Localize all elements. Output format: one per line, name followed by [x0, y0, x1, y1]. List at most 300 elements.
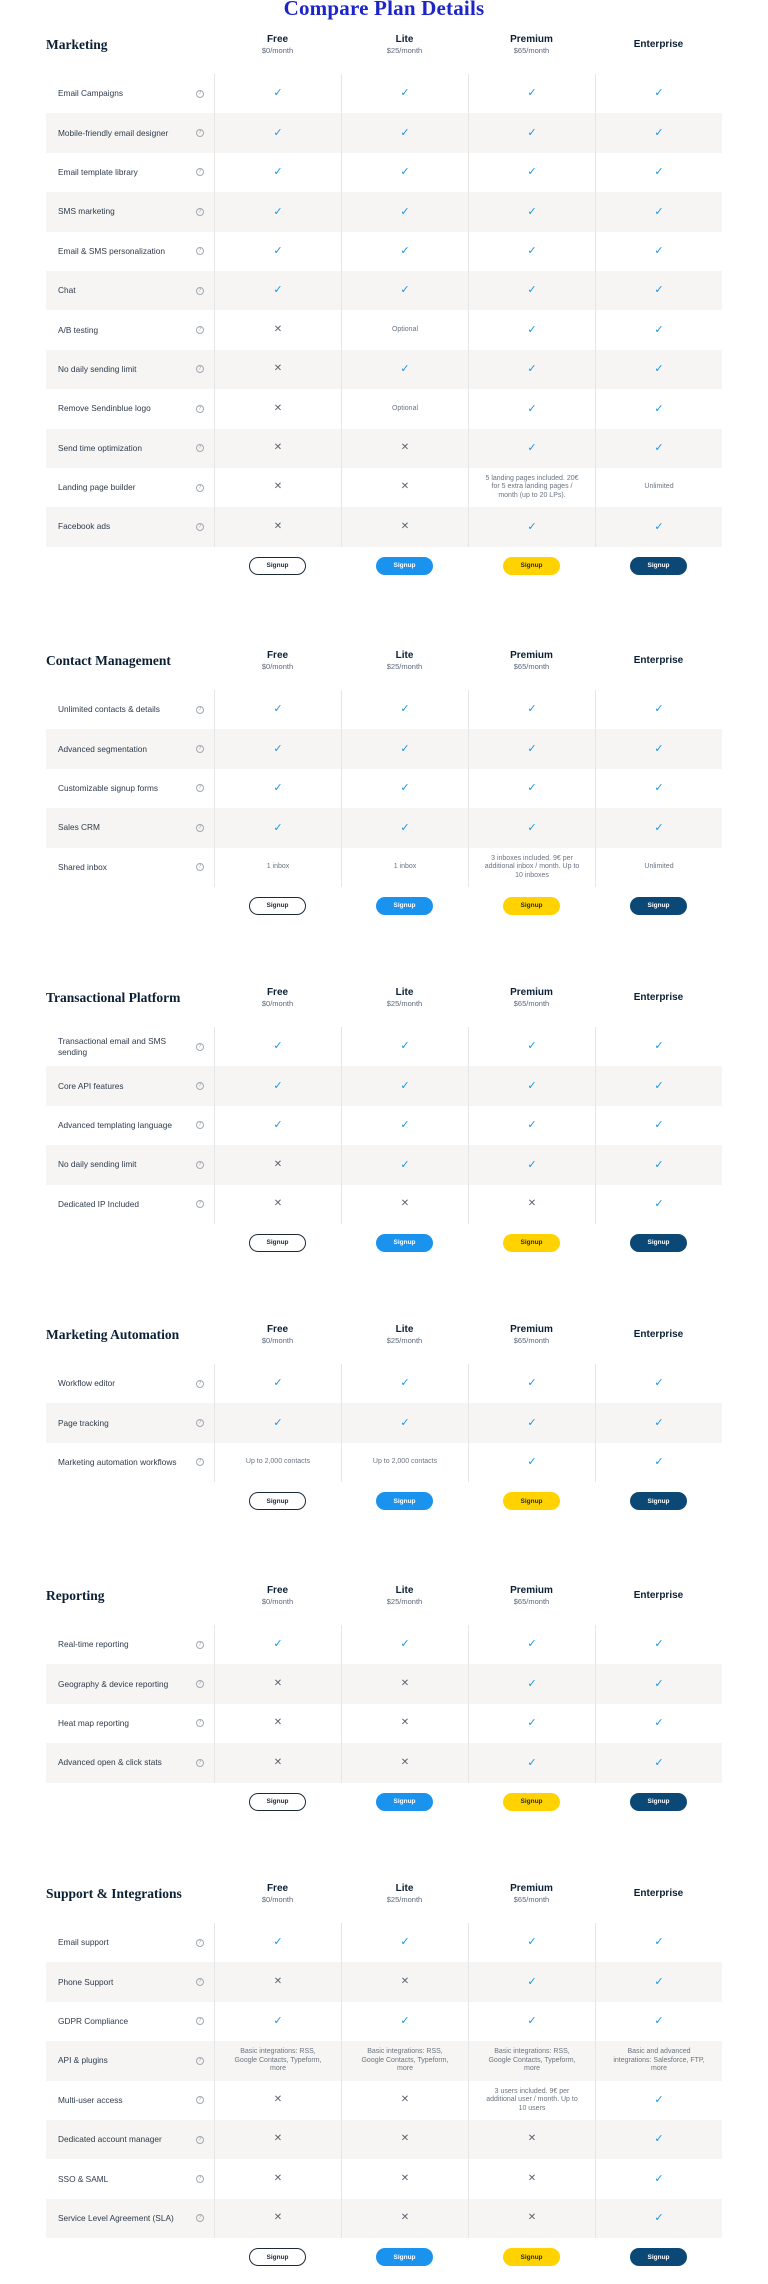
section-reporting [46, 1573, 722, 1821]
cell-enterprise [595, 468, 722, 507]
cell-lite [341, 507, 468, 546]
cell-premium [468, 1443, 595, 1482]
cell-premium [468, 1403, 595, 1442]
plan-price: $0/month [261, 1597, 294, 1606]
cell-free [214, 1066, 341, 1105]
feature-label: Phone Support [58, 1976, 114, 1987]
cell-enterprise [595, 350, 722, 389]
table-row [46, 232, 722, 271]
cell-lite [341, 74, 468, 113]
signup-button-lite[interactable]: Signup [376, 1234, 433, 1252]
signup-col [595, 557, 722, 575]
cell-lite [341, 2002, 468, 2041]
check-icon: ✓ [527, 741, 537, 755]
feature-label: Chat [58, 285, 76, 296]
check-icon: ✓ [273, 1637, 283, 1651]
cell-enterprise [595, 2159, 722, 2198]
cell-premium [468, 2081, 595, 2120]
cell-premium [468, 729, 595, 768]
cell-free [214, 1923, 341, 1962]
signup-button-free[interactable]: Signup [249, 1234, 306, 1252]
check-icon: ✓ [527, 1676, 537, 1690]
table-row [46, 1403, 722, 1442]
plan-name: Free [266, 1324, 289, 1335]
feature-label: Marketing automation workflows [58, 1456, 177, 1467]
cell-lite [341, 468, 468, 507]
check-icon: ✓ [527, 362, 537, 376]
info-icon[interactable]: ? [196, 1641, 204, 1649]
table-row [46, 848, 722, 887]
feature-name [46, 2120, 214, 2159]
table-row [46, 2120, 722, 2159]
cell-premium [468, 389, 595, 428]
feature-name [46, 350, 214, 389]
check-icon: ✓ [654, 1676, 664, 1690]
info-icon[interactable]: ? [196, 1939, 204, 1947]
signup-button-premium[interactable]: Signup [503, 897, 560, 915]
plan-name: Premium [510, 1585, 553, 1596]
cell-text: Optional [391, 325, 419, 333]
section-title: Support & Integrations [46, 1886, 182, 1901]
check-icon: ✓ [400, 1376, 410, 1390]
plan-header-lite [341, 1585, 468, 1607]
cross-icon: ✕ [400, 2133, 410, 2145]
info-icon[interactable]: ? [196, 90, 204, 98]
info-icon[interactable]: ? [196, 1121, 204, 1129]
signup-button-free[interactable]: Signup [249, 2248, 306, 2266]
plan-header-free [214, 1585, 341, 1607]
signup-button-lite[interactable]: Signup [376, 1492, 433, 1510]
check-icon: ✓ [273, 283, 283, 297]
info-icon[interactable]: ? [196, 2175, 204, 2183]
signup-button-premium[interactable]: Signup [503, 2248, 560, 2266]
section-title: Reporting [46, 1588, 105, 1603]
feature-label: Transactional email and SMS sending [58, 1035, 167, 1057]
feature-label: Advanced segmentation [58, 743, 148, 754]
feature-label: Email support [58, 1937, 109, 1948]
info-icon[interactable]: ? [196, 863, 204, 871]
feature-name [46, 2199, 214, 2238]
check-icon: ✓ [654, 125, 664, 139]
plan-header-lite [341, 650, 468, 672]
signup-button-free[interactable]: Signup [249, 1793, 306, 1811]
cell-enterprise [595, 2199, 722, 2238]
signup-button-lite[interactable]: Signup [376, 2248, 433, 2266]
feature-label: Service Level Agreement (SLA) [58, 2212, 174, 2223]
feature-label: Shared inbox [58, 861, 107, 872]
feature-label: GDPR Compliance [58, 2015, 129, 2026]
check-icon: ✓ [400, 741, 410, 755]
signup-col [468, 897, 595, 915]
info-icon[interactable]: ? [196, 287, 204, 295]
cell-enterprise [595, 1923, 722, 1962]
cell-free [214, 729, 341, 768]
cell-enterprise [595, 769, 722, 808]
check-icon: ✓ [527, 519, 537, 533]
feature-name [46, 192, 214, 231]
info-icon[interactable]: ? [196, 2136, 204, 2144]
check-icon: ✓ [654, 1376, 664, 1390]
cell-lite [341, 1923, 468, 1962]
info-icon[interactable]: ? [196, 1719, 204, 1727]
cross-icon: ✕ [400, 441, 410, 453]
cell-premium [468, 507, 595, 546]
feature-rows [46, 1923, 722, 2238]
cell-text: 5 landing pages included. 20€ for 5 extra landing pages / month (up to 20 LPs). [485, 474, 579, 499]
feature-label: SMS marketing [58, 206, 115, 217]
feature-label: Email & SMS personalization [58, 245, 165, 256]
cell-free [214, 1443, 341, 1482]
cell-premium [468, 1625, 595, 1664]
check-icon: ✓ [273, 1039, 283, 1053]
table-row [46, 690, 722, 729]
section-header [46, 975, 722, 1021]
table-row [46, 271, 722, 310]
signup-buttons [46, 2238, 722, 2276]
check-icon: ✓ [654, 1716, 664, 1730]
table-row [46, 429, 722, 468]
check-icon: ✓ [527, 1935, 537, 1949]
feature-name [46, 1743, 214, 1782]
check-icon: ✓ [273, 1415, 283, 1429]
feature-name [46, 1962, 214, 2001]
info-icon[interactable]: ? [196, 326, 204, 334]
cell-premium [468, 271, 595, 310]
plan-header-premium [468, 1324, 595, 1346]
check-icon: ✓ [400, 781, 410, 795]
feature-rows [46, 74, 722, 547]
table-row [46, 389, 722, 428]
cell-enterprise [595, 2120, 722, 2159]
info-icon[interactable]: ? [196, 1200, 204, 1208]
cell-enterprise [595, 1364, 722, 1403]
cell-lite [341, 113, 468, 152]
cell-text: 3 users included. 9€ per additional user / month. Up to 10 users [486, 2087, 578, 2112]
signup-col [595, 1492, 722, 1510]
info-icon[interactable]: ? [196, 405, 204, 413]
cross-icon: ✕ [273, 520, 283, 532]
table-row [46, 1625, 722, 1664]
signup-button-premium[interactable]: Signup [503, 1234, 560, 1252]
cell-enterprise [595, 192, 722, 231]
cell-enterprise [595, 1625, 722, 1664]
cell-premium [468, 1106, 595, 1145]
cell-enterprise [595, 1145, 722, 1184]
cell-text: Unlimited [644, 863, 674, 870]
table-row [46, 1962, 722, 2001]
table-row [46, 1443, 722, 1482]
cell-lite [341, 1625, 468, 1664]
signup-button-premium[interactable]: Signup [503, 557, 560, 575]
table-row [46, 507, 722, 546]
cell-lite [341, 350, 468, 389]
cross-icon: ✕ [273, 363, 283, 375]
table-row [46, 2081, 722, 2120]
signup-button-premium[interactable]: Signup [503, 1793, 560, 1811]
check-icon: ✓ [400, 165, 410, 179]
cell-lite [341, 310, 468, 349]
plan-header-enterprise [595, 1329, 722, 1341]
signup-col [214, 1492, 341, 1510]
check-icon: ✓ [654, 781, 664, 795]
feature-rows [46, 1027, 722, 1224]
plan-name: Enterprise [633, 992, 684, 1003]
check-icon: ✓ [400, 702, 410, 716]
signup-col [595, 1234, 722, 1252]
info-icon[interactable]: ? [196, 745, 204, 753]
feature-name [46, 1664, 214, 1703]
section-title: Contact Management [46, 653, 171, 668]
check-icon: ✓ [527, 820, 537, 834]
cell-free [214, 1185, 341, 1224]
check-icon: ✓ [400, 125, 410, 139]
feature-label: Email template library [58, 166, 138, 177]
cell-lite [341, 1403, 468, 1442]
signup-col [214, 557, 341, 575]
table-row [46, 153, 722, 192]
table-row [46, 113, 722, 152]
table-row [46, 1743, 722, 1782]
cell-free [214, 192, 341, 231]
signup-col [595, 1793, 722, 1811]
table-row [46, 1185, 722, 1224]
cell-lite [341, 1664, 468, 1703]
cell-free [214, 1664, 341, 1703]
check-icon: ✓ [527, 1157, 537, 1171]
cell-free [214, 429, 341, 468]
cell-premium [468, 1027, 595, 1066]
info-icon[interactable]: ? [196, 168, 204, 176]
cell-text: Up to 2,000 contacts [372, 1458, 438, 1466]
signup-col [468, 1492, 595, 1510]
cell-free [214, 1027, 341, 1066]
info-icon[interactable]: ? [196, 2214, 204, 2222]
signup-button-free[interactable]: Signup [249, 1492, 306, 1510]
feature-name [46, 1066, 214, 1105]
info-icon[interactable]: ? [196, 247, 204, 255]
info-icon[interactable]: ? [196, 1161, 204, 1169]
feature-rows [46, 690, 722, 887]
info-icon[interactable]: ? [196, 824, 204, 832]
info-icon[interactable]: ? [196, 365, 204, 373]
cell-lite [341, 1364, 468, 1403]
plan-name: Free [266, 987, 289, 998]
cell-lite [341, 192, 468, 231]
cell-lite [341, 1962, 468, 2001]
check-icon: ✓ [654, 1118, 664, 1132]
check-icon: ✓ [654, 1415, 664, 1429]
info-icon[interactable]: ? [196, 129, 204, 137]
signup-col [214, 1793, 341, 1811]
signup-button-enterprise[interactable]: Signup [630, 1234, 687, 1252]
cell-premium [468, 153, 595, 192]
feature-label: Mobile-friendly email designer [58, 127, 169, 138]
check-icon: ✓ [273, 2014, 283, 2028]
feature-label: Workflow editor [58, 1378, 116, 1389]
plan-header-premium [468, 987, 595, 1009]
check-icon: ✓ [527, 1118, 537, 1132]
cell-enterprise [595, 1443, 722, 1482]
cell-text: Basic integrations: RSS, Google Contacts, Typeform, more [488, 2048, 576, 2073]
info-icon[interactable]: ? [196, 484, 204, 492]
feature-name [46, 2081, 214, 2120]
signup-col [468, 2248, 595, 2266]
plan-name: Free [266, 650, 289, 661]
plan-price: $25/month [386, 1895, 423, 1904]
check-icon: ✓ [527, 244, 537, 257]
info-icon[interactable]: ? [196, 2096, 204, 2104]
feature-label: Dedicated IP Included [58, 1198, 140, 1209]
feature-name [46, 808, 214, 847]
feature-name [46, 429, 214, 468]
table-row [46, 350, 722, 389]
info-icon[interactable]: ? [196, 706, 204, 714]
signup-col [341, 1793, 468, 1811]
plan-name: Enterprise [633, 655, 684, 666]
info-icon[interactable]: ? [196, 1419, 204, 1427]
check-icon: ✓ [527, 125, 537, 139]
feature-name [46, 310, 214, 349]
section-title: Marketing [46, 37, 108, 52]
feature-label: Unlimited contacts & details [58, 704, 160, 715]
cell-lite [341, 1145, 468, 1184]
signup-button-lite[interactable]: Signup [376, 897, 433, 915]
plan-name: Premium [510, 1324, 553, 1335]
cross-icon: ✕ [400, 2212, 410, 2224]
feature-name [46, 1443, 214, 1482]
info-icon[interactable]: ? [196, 1759, 204, 1767]
cell-enterprise [595, 429, 722, 468]
info-icon[interactable]: ? [196, 1680, 204, 1688]
signup-button-enterprise[interactable]: Signup [630, 1793, 687, 1811]
cross-icon: ✕ [273, 1756, 283, 1768]
feature-label: Advanced open & click stats [58, 1757, 162, 1768]
section-header [46, 1871, 722, 1917]
info-icon[interactable]: ? [196, 1082, 204, 1090]
table-row [46, 1664, 722, 1703]
check-icon: ✓ [400, 86, 410, 100]
plan-header-premium [468, 1883, 595, 1905]
check-icon: ✓ [527, 322, 537, 336]
section-contact-management [46, 638, 722, 925]
info-icon[interactable]: ? [196, 1380, 204, 1388]
check-icon: ✓ [654, 2132, 664, 2146]
check-icon: ✓ [273, 125, 283, 139]
info-icon[interactable]: ? [196, 784, 204, 792]
check-icon: ✓ [527, 1455, 537, 1469]
signup-button-free[interactable]: Signup [249, 897, 306, 915]
cell-free [214, 113, 341, 152]
plan-price: $0/month [261, 1336, 294, 1345]
info-icon[interactable]: ? [196, 444, 204, 452]
cell-premium [468, 2199, 595, 2238]
plan-header-lite [341, 1883, 468, 1905]
signup-col [214, 897, 341, 915]
cross-icon: ✕ [400, 1677, 410, 1689]
cell-text: Optional [391, 404, 419, 412]
cell-premium [468, 429, 595, 468]
check-icon: ✓ [400, 1415, 410, 1429]
plan-header-enterprise [595, 1888, 722, 1900]
cell-enterprise [595, 389, 722, 428]
plan-price: $25/month [386, 46, 423, 55]
signup-col [468, 1234, 595, 1252]
info-icon[interactable]: ? [196, 2057, 204, 2065]
cell-free [214, 2041, 341, 2080]
cell-lite [341, 2041, 468, 2080]
section-header [46, 638, 722, 684]
check-icon: ✓ [654, 165, 664, 179]
cell-premium [468, 1664, 595, 1703]
signup-button-premium[interactable]: Signup [503, 1492, 560, 1510]
cross-icon: ✕ [273, 481, 283, 493]
signup-button-lite[interactable]: Signup [376, 557, 433, 575]
info-icon[interactable]: ? [196, 2017, 204, 2025]
signup-button-enterprise[interactable]: Signup [630, 897, 687, 915]
check-icon: ✓ [273, 244, 283, 257]
cross-icon: ✕ [527, 2133, 537, 2145]
cell-enterprise [595, 1962, 722, 2001]
cell-free [214, 808, 341, 847]
info-icon[interactable]: ? [196, 208, 204, 216]
check-icon: ✓ [527, 440, 537, 454]
cell-text: Basic integrations: RSS, Google Contacts, Typeform, more [361, 2048, 449, 2073]
info-icon[interactable]: ? [196, 523, 204, 531]
check-icon: ✓ [273, 1935, 283, 1949]
feature-name [46, 2002, 214, 2041]
info-icon[interactable]: ? [196, 1043, 204, 1051]
check-icon: ✓ [400, 2014, 410, 2028]
cell-free [214, 2081, 341, 2120]
info-icon[interactable]: ? [196, 1978, 204, 1986]
signup-col [214, 1234, 341, 1252]
cross-icon: ✕ [273, 1975, 283, 1987]
signup-button-enterprise[interactable]: Signup [630, 557, 687, 575]
plan-name: Free [266, 34, 289, 45]
cell-lite [341, 848, 468, 887]
signup-col [595, 2248, 722, 2266]
cell-free [214, 848, 341, 887]
signup-button-lite[interactable]: Signup [376, 1793, 433, 1811]
check-icon: ✓ [527, 1716, 537, 1730]
plan-price: $25/month [386, 662, 423, 671]
feature-name [46, 1625, 214, 1664]
info-icon[interactable]: ? [196, 1458, 204, 1466]
cell-lite [341, 2081, 468, 2120]
signup-button-free[interactable]: Signup [249, 557, 306, 575]
cross-icon: ✕ [273, 1158, 283, 1170]
cell-premium [468, 232, 595, 271]
cell-text: 1 inbox [393, 863, 417, 870]
check-icon: ✓ [654, 2171, 664, 2185]
cross-icon: ✕ [273, 1717, 283, 1729]
cell-free [214, 1403, 341, 1442]
signup-button-enterprise[interactable]: Signup [630, 2248, 687, 2266]
section-header [46, 1573, 722, 1619]
cell-lite [341, 1704, 468, 1743]
signup-button-enterprise[interactable]: Signup [630, 1492, 687, 1510]
cell-premium [468, 2159, 595, 2198]
check-icon: ✓ [527, 86, 537, 100]
signup-col [595, 897, 722, 915]
check-icon: ✓ [273, 1376, 283, 1390]
cross-icon: ✕ [273, 2094, 283, 2105]
check-icon: ✓ [273, 204, 283, 218]
plan-header-free [214, 987, 341, 1009]
check-icon: ✓ [654, 1637, 664, 1651]
cell-premium [468, 1743, 595, 1782]
cell-enterprise [595, 507, 722, 546]
